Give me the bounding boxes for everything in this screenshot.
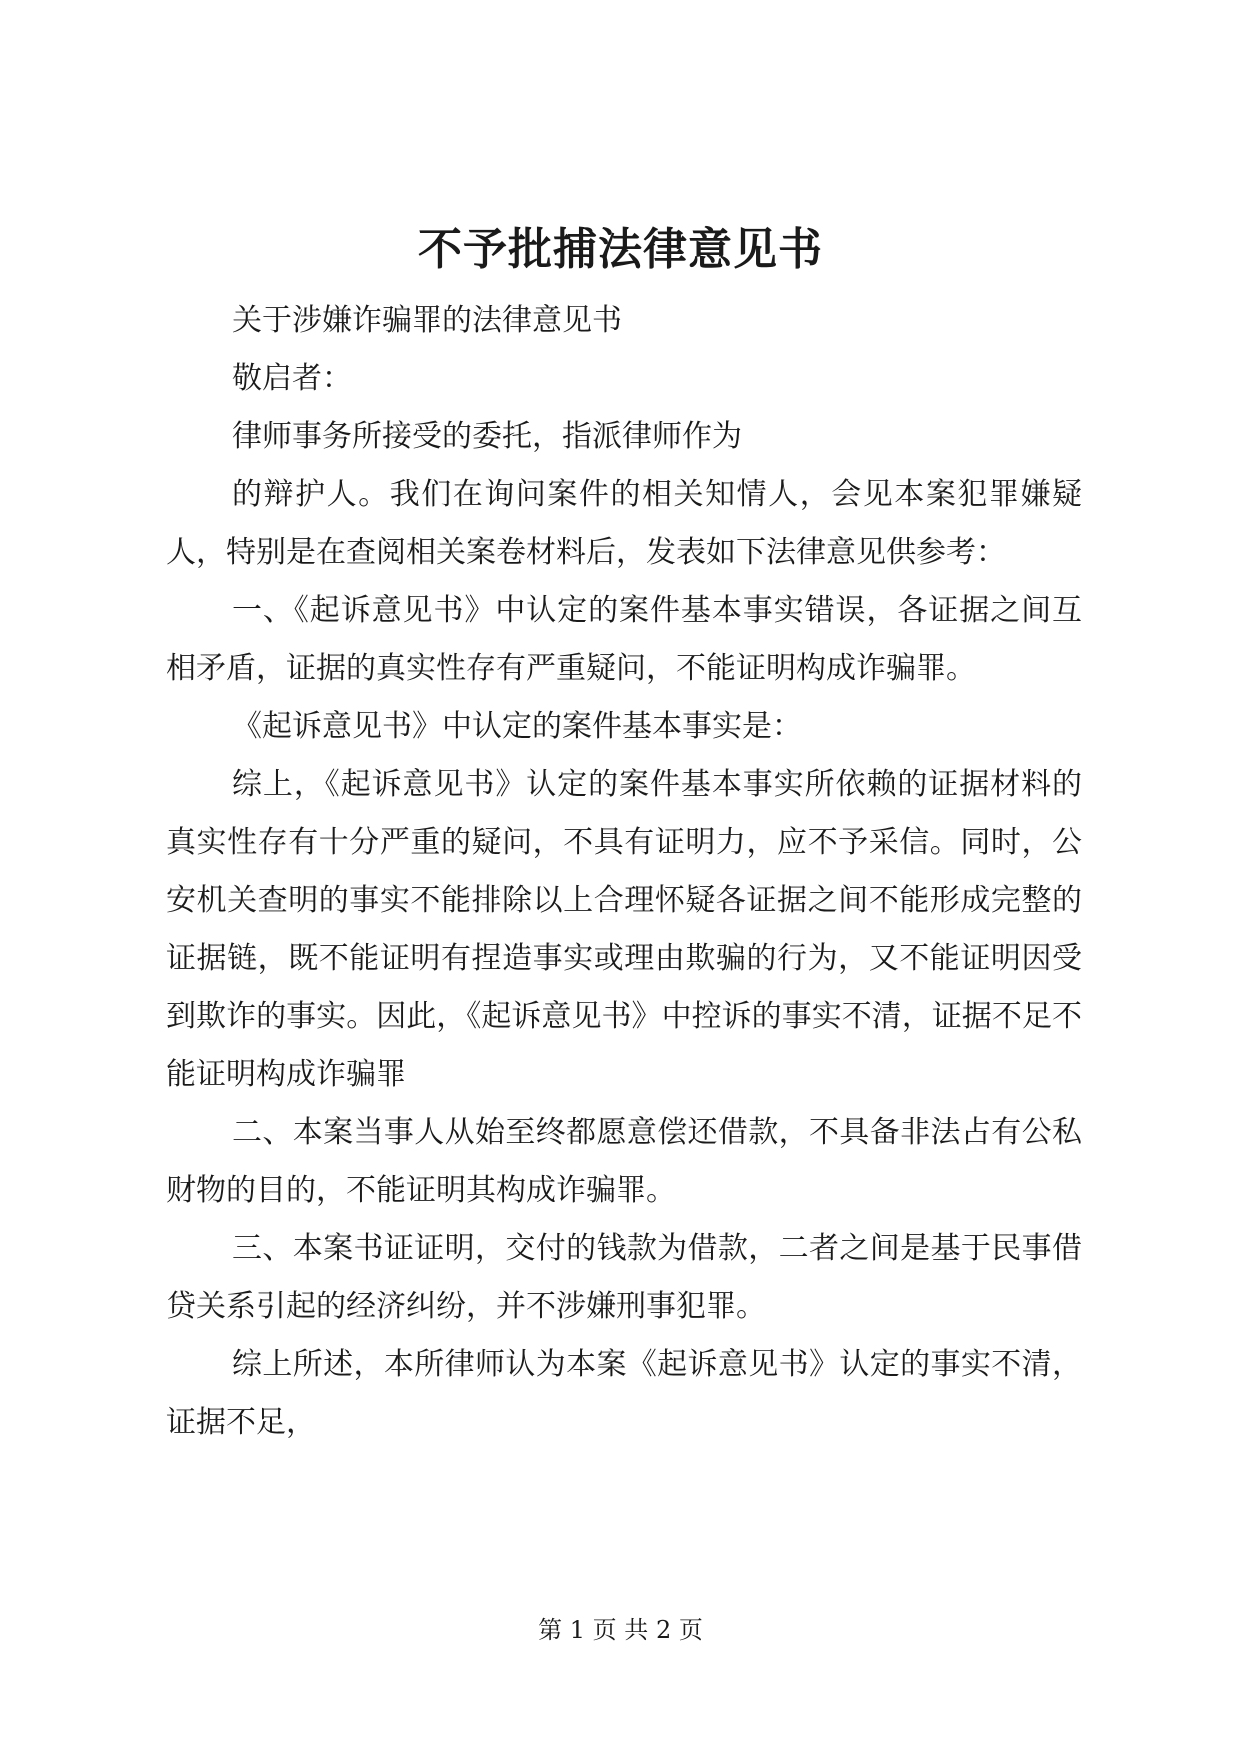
paragraph-basic-facts: 《起诉意见书》中认定的案件基本事实是：: [232, 709, 802, 744]
paragraph-intro: 的辩护人。我们在询问案件的相关知情人，会见本案犯罪嫌疑人，特别是在查阅相关案卷材料后，发表如下法律意见供参考：: [166, 477, 1082, 570]
document-body: [166, 292, 1082, 1452]
paragraph-conclusion: 综上所述，本所律师认为本案《起诉意见书》认定的事实不清，证据不足，: [166, 1347, 1082, 1440]
paragraph-point-one: 一、《起诉意见书》中认定的案件基本事实错误，各证据之间互相矛盾，证据的真实性存有严重疑问，不能证明构成诈骗罪。: [166, 593, 1082, 686]
paragraph-point-three: 三、本案书证证明，交付的钱款为借款，二者之间是基于民事借贷关系引起的经济纠纷，并不涉嫌刑事犯罪。: [166, 1231, 1082, 1324]
paragraph-engagement: 律师事务所接受的委托，指派律师作为: [232, 419, 742, 454]
paragraph-point-two: 二、本案当事人从始至终都愿意偿还借款，不具备非法占有公私财物的目的，不能证明其构成诈骗罪。: [166, 1115, 1082, 1208]
paragraph-subject: 关于涉嫌诈骗罪的法律意见书: [232, 303, 622, 338]
page-number-footer: 第 1 页 共 2 页: [538, 1616, 703, 1644]
paragraph-summary-one: 综上，《起诉意见书》认定的案件基本事实所依赖的证据材料的真实性存有十分严重的疑问，不具有证明力，应不予采信。同时，公安机关查明的事实不能排除以上合理怀疑各证据之间不能形成完整的证据链，既不能证明有捏造事实或理由欺骗的行为，又不能证明因受到欺诈的事实。因此，《起诉意见书》中控诉的事实不清，证据不足不能证明构成诈骗罪: [166, 767, 1082, 1092]
document-title: 不予批捕法律意见书: [418, 224, 823, 275]
paragraph-salutation: 敬启者：: [232, 361, 352, 396]
